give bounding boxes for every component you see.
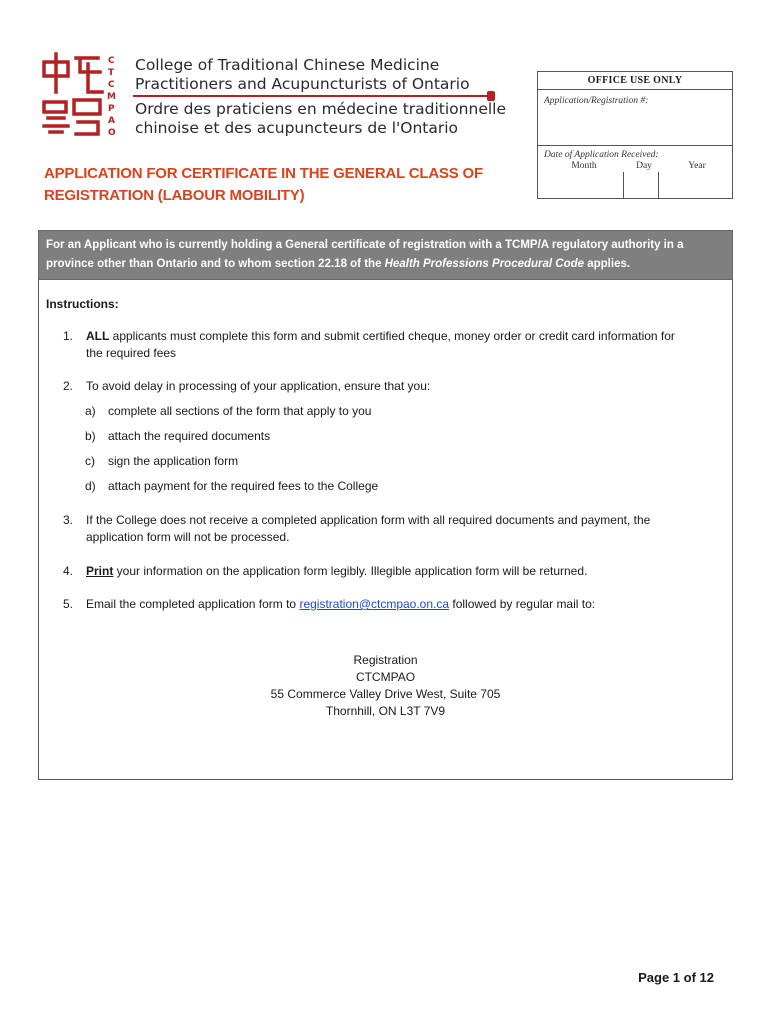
address-line4: Thornhill, ON L3T 7V9 (325, 704, 446, 718)
banner-line2-post: applies. (584, 258, 631, 270)
item3-text-l1: If the College does not receive a completed application form with all required documents and payment, the (86, 513, 651, 527)
org-name-fr-line1: Ordre des praticiens en médecine traditionnelle (135, 100, 507, 118)
ctcmpao-logo (40, 52, 130, 138)
subitem-letter: b) (85, 429, 96, 443)
address-line2: CTCMPAO (355, 670, 416, 684)
title-line2: REGISTRATION (LABOUR MOBILITY) (44, 187, 305, 204)
logo-letter: C (108, 56, 115, 66)
organization-name-english (135, 56, 470, 94)
header-rule (133, 95, 493, 97)
item-text (86, 328, 726, 362)
page-number: Page 1 of 12 (638, 970, 714, 985)
logo-letter: O (108, 128, 116, 138)
org-name-fr-line2: chinoise et des acupuncteurs de l'Ontario (135, 119, 459, 137)
application-registration-label: Application/Registration #: (544, 96, 649, 106)
date-received-field[interactable] (538, 146, 732, 171)
day-label: Day (636, 161, 652, 171)
office-use-box (537, 71, 733, 199)
item-text (86, 596, 726, 613)
subitem-text: attach payment for the required fees to the College (108, 479, 379, 493)
subitem-letter: d) (85, 479, 96, 493)
subitem-text: complete all sections of the form that apply to you (108, 404, 372, 418)
address-line1: Registration (353, 653, 418, 667)
item1-bold: ALL (86, 329, 110, 343)
date-columns (544, 161, 732, 171)
banner-line2-pre: province other than Ontario and to whom section 22.18 of the (46, 258, 385, 270)
logo-letter: P (108, 104, 115, 114)
applicant-eligibility-banner (38, 230, 733, 280)
month-label: Month (571, 161, 597, 171)
organization-name-french (135, 100, 506, 138)
org-name-en-line2: Practitioners and Acupuncturists of Ontario (135, 75, 470, 93)
banner-line2 (46, 255, 724, 274)
item2-text: To avoid delay in processing of your application, ensure that you: (86, 379, 431, 393)
logo-letter: T (108, 68, 115, 78)
subitem-text: attach the required documents (108, 429, 271, 443)
application-registration-field[interactable] (538, 90, 732, 146)
item5-post: followed by regular mail to: (449, 597, 596, 611)
item-text (86, 512, 726, 546)
item-number: 3. (63, 513, 74, 527)
item-number: 2. (63, 379, 74, 393)
item-number: 1. (63, 329, 74, 343)
item5-pre: Email the completed application form to (86, 597, 300, 611)
logo-letter: A (108, 116, 115, 126)
year-label: Year (688, 161, 706, 171)
banner-code-name: Health Professions Procedural Code (384, 258, 585, 270)
registration-email-link[interactable]: registration@ctcmpao.on.ca (299, 597, 450, 611)
item1-text-l2: the required fees (86, 346, 177, 360)
banner-line1: For an Applicant who is currently holding a General certificate of registration with a TCMP/A regulatory authority in a (46, 239, 684, 251)
subitem-letter: c) (85, 454, 95, 468)
office-use-heading: OFFICE USE ONLY (538, 72, 732, 90)
subitem-letter: a) (85, 404, 96, 418)
logo-letter: C (108, 80, 115, 90)
instructions-section (38, 280, 733, 780)
logo-letter: M (107, 92, 116, 102)
item4-text: your information on the application form legibly. Illegible application form will be returned. (113, 564, 588, 578)
mailing-address (39, 652, 732, 720)
item4-bold: Print (86, 564, 114, 578)
item-text (86, 563, 726, 580)
page-title (44, 163, 514, 207)
item-number: 4. (63, 564, 74, 578)
org-name-en-line1: College of Traditional Chinese Medicine (135, 56, 440, 74)
subitem-text: sign the application form (108, 454, 239, 468)
date-column-dividers (538, 172, 732, 198)
item-number: 5. (63, 597, 74, 611)
instructions-label: Instructions: (46, 297, 119, 311)
item1-text-l1: applicants must complete this form and submit certified cheque, money order or credit card information for (109, 329, 675, 343)
address-line3: 55 Commerce Valley Drive West, Suite 705 (270, 687, 501, 701)
item3-text-l2: application form will not be processed. (86, 530, 290, 544)
title-line1: APPLICATION FOR CERTIFICATE IN THE GENERAL CLASS OF (44, 165, 483, 182)
date-received-label: Date of Application Received: (544, 150, 659, 160)
